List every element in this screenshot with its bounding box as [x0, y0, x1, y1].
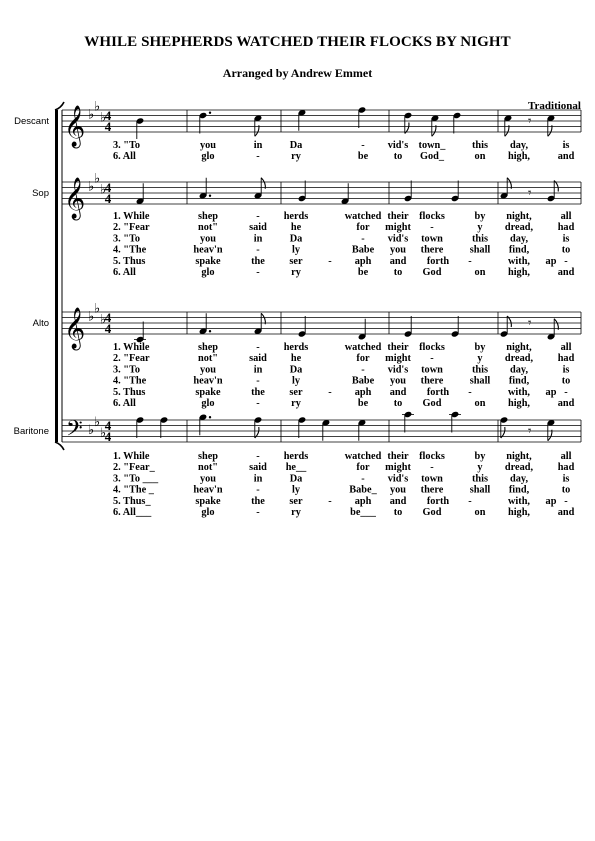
lyric-syllable: flocks: [419, 342, 445, 353]
lyric-syllable: and: [389, 255, 407, 267]
note-flag: [507, 178, 511, 189]
lyric-syllable: shall: [469, 484, 491, 496]
lyric-syllable: is: [562, 364, 570, 376]
lyric-syllable: night,: [506, 342, 532, 353]
note-flag: [261, 313, 265, 324]
lyric-syllable: with,: [507, 386, 531, 398]
lyric-syllable: ry: [291, 398, 301, 409]
lyric-syllable: 3. "To: [113, 233, 141, 245]
lyric-syllable: and: [389, 495, 407, 507]
lyric-syllable: you: [389, 244, 407, 256]
lyric-syllable: said: [249, 462, 267, 474]
staff-label: Baritone: [13, 426, 49, 437]
lyric-syllable: and: [557, 267, 575, 278]
flat-icon: ♭: [94, 99, 101, 115]
lyric-syllable: -: [361, 473, 365, 485]
lyric-syllable: in: [253, 140, 263, 151]
lyric-syllable: for: [356, 462, 370, 474]
lyric-syllable: -: [564, 255, 568, 267]
lyric-syllable: is: [562, 233, 570, 245]
lyric-syllable: high,: [507, 398, 531, 409]
lyric-syllable: 3. "To: [113, 364, 141, 376]
flat-icon: ♭: [100, 425, 107, 441]
lyric-syllable: -: [328, 255, 332, 267]
lyric-syllable: watched: [344, 211, 382, 222]
lyric-syllable: day,: [509, 233, 529, 245]
note-flag: [548, 125, 552, 136]
lyric-syllable: night,: [506, 451, 532, 462]
note-flag: [554, 319, 558, 330]
lyric-syllable: night,: [506, 211, 532, 222]
lyric-syllable: day,: [509, 364, 529, 376]
time-signature-bottom: 4: [104, 119, 112, 134]
lyric-syllable: for: [356, 353, 370, 365]
lyric-syllable: on: [474, 398, 486, 409]
staff-baritone: [14, 411, 581, 518]
lyric-syllable: ry: [291, 151, 301, 163]
lyric-syllable: dread,: [504, 353, 534, 365]
staff-label: Alto: [32, 318, 49, 329]
lyric-syllable: be: [357, 398, 369, 409]
lyric-syllable: to: [393, 151, 403, 163]
lyric-syllable: shep: [197, 342, 219, 353]
lyric-syllable: all: [560, 451, 572, 462]
time-signature-top: 4: [104, 418, 112, 433]
lyric-syllable: ly: [291, 375, 301, 387]
lyric-syllable: to: [393, 398, 403, 409]
lyric-syllable: flocks: [419, 451, 445, 462]
lyric-syllable: you: [389, 484, 407, 496]
lyric-syllable: this: [471, 140, 489, 151]
time-signature-top: 4: [104, 310, 112, 325]
lyric-syllable: ap: [545, 386, 557, 398]
flat-icon: ♭: [88, 107, 95, 123]
lyric-syllable: all: [560, 342, 572, 353]
lyric-syllable: -: [256, 451, 260, 462]
lyric-syllable: shall: [469, 375, 491, 387]
lyric-syllable: -: [361, 364, 365, 376]
lyric-syllable: -: [430, 462, 434, 474]
lyric-syllable: heav'n: [193, 375, 223, 387]
lyric-syllable: ser: [289, 495, 303, 507]
lyric-syllable: Da: [289, 364, 303, 376]
lyric-syllable: -: [256, 507, 260, 518]
lyric-syllable: y: [477, 222, 483, 234]
lyric-syllable: had: [557, 222, 575, 234]
lyric-syllable: might: [385, 353, 411, 365]
note-flag: [255, 125, 259, 136]
lyric-syllable: to: [561, 375, 571, 387]
lyric-syllable: high,: [507, 267, 531, 278]
eighth-rest-icon: 𝄾: [528, 424, 532, 439]
lyric-syllable: and: [389, 386, 407, 398]
lyric-syllable: Babe: [351, 375, 375, 387]
lyric-syllable: and: [557, 151, 575, 163]
staff-label: Descant: [14, 116, 49, 127]
lyric-syllable: y: [477, 353, 483, 365]
lyric-syllable: on: [474, 267, 486, 278]
lyric-syllable: 6. All: [113, 151, 136, 163]
lyric-syllable: 6. All: [113, 398, 136, 409]
lyric-syllable: forth: [426, 255, 450, 267]
lyric-syllable: in: [253, 233, 263, 245]
lyric-syllable: -: [361, 233, 365, 245]
lyric-syllable: 2. "Fear_: [113, 462, 155, 474]
lyric-syllable: you: [199, 233, 217, 245]
lyric-syllable: the: [251, 255, 265, 267]
lyric-syllable: there: [420, 484, 444, 496]
staff-alto: [33, 301, 581, 409]
lyric-syllable: there: [420, 244, 444, 256]
lyric-syllable: -: [328, 495, 332, 507]
lyric-syllable: you: [199, 473, 217, 485]
lyric-syllable: their: [387, 451, 409, 462]
lyric-syllable: -: [256, 398, 260, 409]
lyric-syllable: their: [387, 342, 409, 353]
lyric-syllable: might: [385, 462, 411, 474]
note-flag: [548, 430, 552, 441]
lyric-syllable: 2. "Fear: [113, 222, 150, 234]
lyric-syllable: Babe: [351, 244, 375, 256]
lyric-syllable: aph: [354, 386, 372, 398]
lyric-syllable: be: [357, 267, 369, 278]
lyric-syllable: herds: [283, 211, 309, 222]
lyric-syllable: -: [256, 244, 260, 256]
time-signature-top: 4: [104, 180, 112, 195]
treble-clef-icon: 𝄞: [64, 178, 86, 219]
lyric-syllable: to: [393, 507, 403, 518]
lyric-syllable: -: [256, 211, 260, 222]
lyric-syllable: flocks: [419, 211, 445, 222]
lyric-syllable: to: [561, 244, 571, 256]
lyric-syllable: on: [474, 507, 486, 518]
system-bracket: [55, 110, 58, 442]
lyric-syllable: with,: [507, 255, 531, 267]
staff-sop: [32, 171, 581, 278]
flat-icon: ♭: [100, 110, 107, 126]
eighth-rest-icon: 𝄾: [528, 316, 532, 331]
lyric-syllable: God: [422, 267, 442, 278]
lyric-syllable: had: [557, 353, 575, 365]
staff-descant: [14, 99, 581, 162]
lyric-syllable: ser: [289, 386, 303, 398]
lyric-syllable: 6. All___: [113, 507, 152, 518]
lyric-syllable: for: [356, 222, 370, 234]
lyric-syllable: ly: [291, 244, 301, 256]
lyric-syllable: 2. "Fear: [113, 353, 150, 365]
lyric-syllable: glo: [201, 507, 215, 518]
lyric-syllable: spake: [195, 495, 221, 507]
lyric-syllable: God: [422, 398, 442, 409]
lyric-syllable: -: [430, 353, 434, 365]
dot: [209, 112, 211, 114]
treble-clef-icon: 𝄞: [64, 106, 86, 147]
lyric-syllable: by: [474, 451, 486, 462]
lyric-syllable: vid's: [387, 140, 409, 151]
lyric-syllable: not": [197, 462, 219, 474]
flat-icon: ♭: [94, 301, 101, 317]
flat-icon: ♭: [88, 423, 95, 438]
flat-icon: ♭: [88, 309, 95, 325]
lyric-syllable: not": [197, 222, 219, 234]
lyric-syllable: aph: [354, 495, 372, 507]
lyric-syllable: day,: [509, 140, 529, 151]
lyric-syllable: heav'n: [193, 484, 223, 496]
lyric-syllable: dread,: [504, 462, 534, 474]
lyric-syllable: -: [256, 375, 260, 387]
time-signature-bottom: 4: [104, 429, 112, 444]
lyric-syllable: high,: [507, 507, 531, 518]
lyric-syllable: town_: [418, 140, 446, 151]
lyric-syllable: shall: [469, 244, 491, 256]
lyric-syllable: -: [468, 495, 472, 507]
lyric-syllable: high,: [507, 151, 531, 163]
lyric-syllable: ser: [289, 255, 303, 267]
lyric-syllable: ap: [545, 255, 557, 267]
lyric-syllable: vid's: [387, 233, 409, 245]
lyric-syllable: he__: [285, 462, 307, 474]
lyric-syllable: ry: [291, 267, 301, 278]
lyric-syllable: town: [421, 473, 443, 485]
dot: [209, 416, 211, 418]
lyric-syllable: -: [430, 222, 434, 234]
lyric-syllable: 4. "The: [113, 244, 147, 256]
lyric-syllable: 1. While: [113, 342, 150, 353]
lyric-syllable: vid's: [387, 473, 409, 485]
bracket-top-hook: [55, 102, 64, 110]
attribution: Traditional: [528, 100, 581, 112]
lyric-syllable: 3. "To: [113, 140, 141, 151]
arranger-credit: Arranged by Andrew Emmet: [222, 66, 373, 80]
lyric-syllable: glo: [201, 267, 215, 278]
lyric-syllable: spake: [195, 386, 221, 398]
lyric-syllable: shep: [197, 211, 219, 222]
treble-clef-icon: 𝄞: [64, 308, 86, 349]
song-title: WHILE SHEPHERDS WATCHED THEIR FLOCKS BY NIGHT: [84, 34, 511, 50]
lyric-syllable: not": [197, 353, 219, 365]
lyric-syllable: heav'n: [193, 244, 223, 256]
lyric-syllable: -: [328, 386, 332, 398]
lyric-syllable: glo: [201, 398, 215, 409]
lyric-syllable: -: [468, 386, 472, 398]
flat-icon: ♭: [94, 171, 101, 187]
lyric-syllable: ly: [291, 484, 301, 496]
lyric-syllable: with,: [507, 495, 531, 507]
lyric-syllable: God_: [419, 151, 445, 163]
lyric-syllable: in: [253, 364, 263, 376]
lyric-syllable: y: [477, 462, 483, 474]
flat-icon: ♭: [100, 182, 107, 198]
lyric-syllable: aph: [354, 255, 372, 267]
lyric-syllable: said: [249, 353, 267, 365]
bracket-bottom-hook: [55, 442, 64, 450]
lyric-syllable: town: [421, 364, 443, 376]
lyric-syllable: to: [561, 484, 571, 496]
lyric-syllable: you: [199, 364, 217, 376]
lyric-syllable: all: [560, 211, 572, 222]
lyric-syllable: vid's: [387, 364, 409, 376]
note-flag: [505, 125, 509, 136]
lyric-syllable: forth: [426, 495, 450, 507]
lyric-syllable: Da: [289, 140, 303, 151]
lyric-syllable: glo: [201, 151, 215, 163]
lyric-syllable: town: [421, 233, 443, 245]
lyric-syllable: you: [389, 375, 407, 387]
lyric-syllable: 1. While: [113, 211, 150, 222]
lyric-syllable: -: [361, 140, 365, 151]
lyric-syllable: and: [557, 507, 575, 518]
lyric-syllable: to: [393, 267, 403, 278]
lyric-syllable: -: [256, 151, 260, 163]
lyric-syllable: the: [251, 495, 265, 507]
lyric-syllable: spake: [195, 255, 221, 267]
lyric-syllable: -: [256, 484, 260, 496]
dot: [209, 330, 211, 332]
flat-icon: ♭: [94, 414, 101, 430]
lyric-syllable: forth: [426, 386, 450, 398]
lyric-syllable: day,: [509, 473, 529, 485]
lyric-syllable: 4. "The: [113, 375, 147, 387]
lyric-syllable: he: [290, 222, 302, 234]
lyric-syllable: herds: [283, 342, 309, 353]
flat-icon: ♭: [100, 312, 107, 328]
flat-icon: ♭: [88, 179, 95, 195]
lyric-syllable: 6. All: [113, 267, 136, 278]
lyric-syllable: be___: [350, 507, 376, 518]
lyric-syllable: by: [474, 342, 486, 353]
lyric-syllable: find,: [508, 484, 530, 496]
time-signature-top: 4: [104, 108, 112, 123]
lyric-syllable: 5. Thus: [113, 386, 146, 398]
lyric-syllable: 1. While: [113, 451, 150, 462]
lyric-syllable: said: [249, 222, 267, 234]
lyric-syllable: this: [471, 364, 489, 376]
lyric-syllable: had: [557, 462, 575, 474]
lyric-syllable: this: [471, 473, 489, 485]
lyric-syllable: their: [387, 211, 409, 222]
lyric-syllable: 4. "The _: [113, 484, 154, 496]
lyric-syllable: -: [256, 267, 260, 278]
lyric-syllable: might: [385, 222, 411, 234]
lyric-syllable: he: [290, 353, 302, 365]
bass-clef-icon: 𝄢: [66, 416, 83, 447]
lyric-syllable: God: [422, 507, 442, 518]
lyric-syllable: shep: [197, 451, 219, 462]
lyric-syllable: Babe_: [349, 484, 377, 496]
lyric-syllable: watched: [344, 342, 382, 353]
lyric-syllable: by: [474, 211, 486, 222]
lyric-syllable: Da: [289, 233, 303, 245]
lyric-syllable: Da: [289, 473, 303, 485]
lyric-syllable: ry: [291, 507, 301, 518]
time-signature-bottom: 4: [104, 191, 112, 206]
lyric-syllable: find,: [508, 244, 530, 256]
lyric-syllable: this: [471, 233, 489, 245]
lyric-syllable: ap: [545, 495, 557, 507]
lyric-syllable: in: [253, 473, 263, 485]
lyric-syllable: 3. "To ___: [113, 473, 159, 485]
lyric-syllable: dread,: [504, 222, 534, 234]
lyric-syllable: herds: [283, 451, 309, 462]
lyric-syllable: you: [199, 140, 217, 151]
lyric-syllable: and: [557, 398, 575, 409]
eighth-rest-icon: 𝄾: [528, 186, 532, 201]
time-signature-bottom: 4: [104, 321, 112, 336]
lyric-syllable: 5. Thus: [113, 255, 146, 267]
lyric-syllable: -: [256, 342, 260, 353]
dot: [209, 195, 211, 197]
lyric-syllable: is: [562, 473, 570, 485]
lyric-syllable: watched: [344, 451, 382, 462]
lyric-syllable: there: [420, 375, 444, 387]
lyric-syllable: -: [564, 495, 568, 507]
lyric-syllable: 5. Thus_: [113, 495, 151, 507]
lyric-syllable: find,: [508, 375, 530, 387]
lyric-syllable: be: [357, 151, 369, 163]
eighth-rest-icon: 𝄾: [528, 114, 532, 129]
lyric-syllable: on: [474, 151, 486, 163]
lyric-syllable: -: [564, 386, 568, 398]
lyric-syllable: the: [251, 386, 265, 398]
staff-label: Sop: [32, 188, 49, 199]
lyric-syllable: is: [562, 140, 570, 151]
lyric-syllable: -: [468, 255, 472, 267]
note-flag: [432, 125, 436, 136]
note-flag: [261, 178, 265, 189]
